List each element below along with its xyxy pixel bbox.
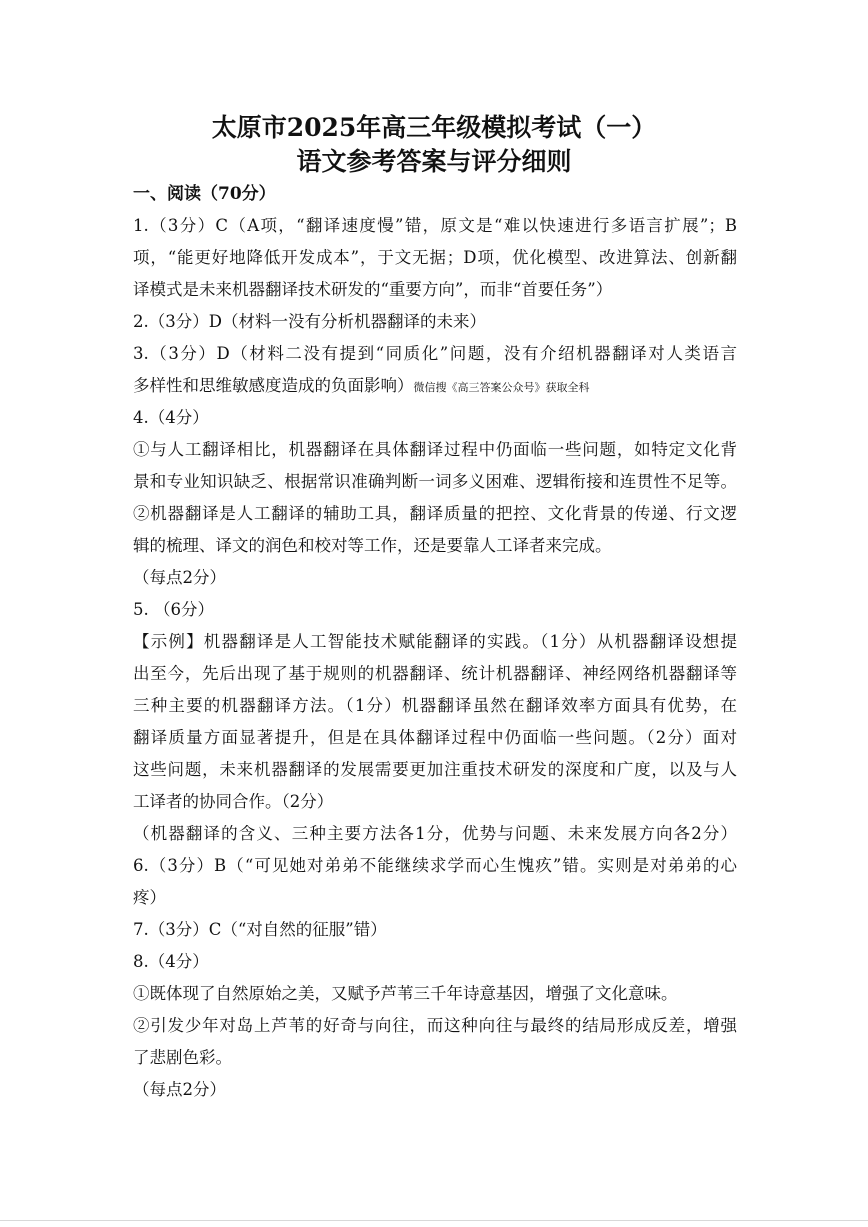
answer-line: （机器翻译的含义、三种主要方法各1分，优势与问题、未来发展方向各2分） (133, 824, 737, 843)
page-bottom-edge (0, 1220, 868, 1221)
section-heading: 一、阅读（70分） (133, 184, 276, 204)
answer-line: 4.（4分） (133, 408, 209, 427)
answer-line: ①既体现了自然原始之美，又赋予芦苇三千年诗意基因，增强了文化意味。 (133, 984, 678, 1003)
answer-line: 翻译质量方面显著提升，但是在具体翻译过程中仍面临一些问题。（2分）面对 (133, 728, 737, 747)
answer-line: 2.（3分）D（材料一没有分析机器翻译的未来） (133, 312, 486, 331)
answer-line: ①与人工翻译相比，机器翻译在具体翻译过程中仍面临一些问题，如特定文化背 (133, 440, 737, 459)
answer-line: 了悲剧色彩。 (133, 1048, 232, 1067)
answer-line: 7.（3分）C（“对自然的征服”错） (133, 920, 387, 939)
answer-line: 景和专业知识缺乏、根据常识准确判断一词多义困难、逻辑衔接和连贯性不足等。 (133, 472, 737, 491)
answer-line: 辑的梳理、译文的润色和校对等工作，还是要靠人工译者来完成。 (133, 536, 612, 555)
answer-line: 工译者的协同合作。（2分） (133, 792, 334, 811)
answer-line: 译模式是未来机器翻译技术研发的“重要方向”，而非“首要任务”） (133, 280, 613, 299)
answer-line: （每点2分） (133, 568, 226, 587)
answer-line: 疼） (133, 888, 166, 907)
answer-line: 出至今，先后出现了基于规则的机器翻译、统计机器翻译、神经网络机器翻译等 (133, 664, 737, 683)
answer-line: 8.（4分） (133, 952, 209, 971)
answer-line: ②机器翻译是人工翻译的辅助工具，翻译质量的把控、文化背景的传递、行文逻 (133, 504, 737, 523)
document-title: 太原市2025年高三年级模拟考试（一） (211, 113, 657, 142)
answer-line: 项，“能更好地降低开发成本”，于文无据；D项，优化模型、改进算法、创新翻 (133, 248, 737, 267)
answer-line: 多样性和思维敏感度造成的负面影响） (133, 376, 414, 395)
answer-line: 【示例】机器翻译是人工智能技术赋能翻译的实践。（1分）从机器翻译设想提 (133, 632, 737, 651)
answer-line: 1.（3分）C（A项，“翻译速度慢”错，原文是“难以快速进行多语言扩展”；B (133, 216, 737, 235)
document-subtitle: 语文参考答案与评分细则 (296, 147, 572, 176)
answer-line: 5. （6分） (133, 600, 214, 619)
answer-line: （每点2分） (133, 1080, 226, 1099)
answer-line: 三种主要的机器翻译方法。（1分）机器翻译虽然在翻译效率方面具有优势，在 (133, 696, 737, 715)
answer-line: 这些问题，未来机器翻译的发展需要更加注重技术研发的深度和广度，以及与人 (133, 760, 737, 779)
answer-line: 6.（3分）B（“可见她对弟弟不能继续求学而心生愧疚”错。实则是对弟弟的心 (133, 856, 737, 875)
answer-line: 3.（3分）D（材料二没有提到“同质化”问题，没有介绍机器翻译对人类语言 (133, 344, 737, 363)
answer-body (133, 178, 737, 1106)
answer-line: ②引发少年对岛上芦苇的好奇与向往，而这种向往与最终的结局形成反差，增强 (133, 1016, 737, 1035)
watermark-note: 微信搜《高三答案公众号》获取全科 (413, 381, 590, 394)
answer-line-with-note (133, 370, 737, 402)
